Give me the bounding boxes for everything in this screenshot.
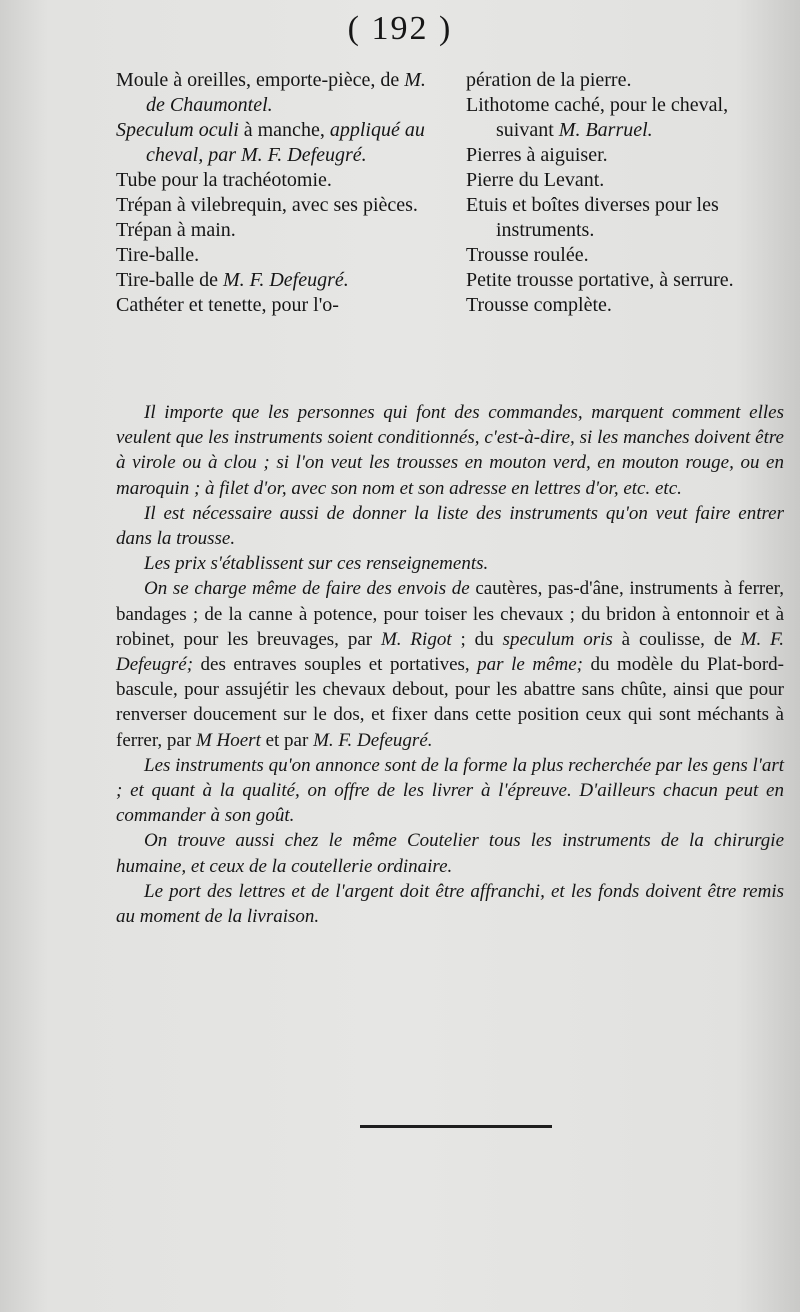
italic-text: M. F. Defeugré.: [313, 729, 433, 751]
roman-text: et par: [260, 729, 314, 751]
instrument-list-right: [466, 68, 786, 318]
roman-text: du modèle du Plat-bord-bascule, pour assujétir les chevaux debout, pour les abattre sans chûte, ainsi que pour renverser doucement sur le dos, et fixer dans cette position ceux qui sont méchants à ferrer, par: [116, 654, 784, 751]
italic-text: M. de Chaumontel.: [146, 69, 426, 116]
instrument-entry: [116, 118, 446, 168]
roman-text: Tube pour la trachéotomie.: [116, 169, 332, 191]
instrument-entry: [466, 68, 786, 93]
roman-text: Lithotome caché, pour le cheval, suivant: [466, 94, 729, 141]
italic-text: par le même;: [477, 654, 583, 676]
roman-text: Trousse roulée.: [466, 244, 589, 266]
instrument-entry: [466, 243, 786, 268]
roman-text: Tire-balle.: [116, 244, 200, 266]
italic-text: speculum oris: [502, 628, 613, 650]
instrument-entry: [466, 193, 786, 243]
italic-text: Les prix s'établissent sur ces renseignements.: [144, 553, 489, 575]
instrument-entry: [116, 68, 446, 118]
instrument-entry: [116, 243, 446, 268]
italic-text: Il est nécessaire aussi de donner la liste des instruments qu'on veut faire entrer dans la trousse.: [116, 502, 784, 550]
instrument-entry: [116, 193, 446, 218]
italic-text: M. Rigot: [380, 628, 452, 650]
closing-rule: [360, 1125, 552, 1128]
roman-text: Trépan à vilebrequin, avec ses pièces.: [116, 194, 418, 216]
italic-text: Speculum oculi: [116, 119, 239, 141]
italic-text: Le port des lettres et de l'argent doit être affranchi, et les fonds doivent être remis au moment de la livraison.: [116, 880, 784, 928]
roman-text: Trousse complète.: [466, 294, 612, 316]
roman-text: Etuis et boîtes diverses pour les instruments.: [466, 194, 719, 241]
italic-text: Les instruments qu'on annonce sont de la forme la plus recherchée par les gens l'art ; et quant à la qualité, on offre de les livrer à l'épreuve. D'ailleurs chacun peut en commander à son goût.: [116, 754, 784, 827]
roman-text: Cathéter et tenette, pour l'o-: [116, 294, 339, 316]
note-paragraph: [116, 753, 784, 829]
note-paragraph: [116, 879, 784, 929]
instrument-entry: [466, 293, 786, 318]
roman-text: cautères, pas-d'âne, instruments à ferrer, bandages ; de la canne à potence, pour toiser les chevaux ; du bridon à entonnoir et à robinet, pour les breuvages, par: [116, 578, 784, 650]
italic-text: On se charge même de faire des envois de: [144, 578, 470, 600]
instrument-list-left: [116, 68, 446, 318]
roman-text: Moule à oreilles, emporte-pièce, de: [116, 69, 405, 91]
roman-text: Pierres à aiguiser.: [466, 144, 608, 166]
roman-text: des entraves souples et portatives,: [193, 654, 478, 676]
italic-text: appliqué au cheval, par M. F. Defeugré.: [146, 119, 425, 166]
italic-text: M. F. Defeugré.: [223, 269, 349, 291]
roman-text: Petite trousse portative, à serrure.: [466, 269, 734, 291]
page-number: ( 192 ): [347, 10, 453, 47]
instrument-entry: [466, 143, 786, 168]
note-paragraph: [116, 501, 784, 551]
italic-text: Il importe que les personnes qui font des commandes, marquent comment elles veulent que les instruments soient conditionnés, c'est-à-dire, si les manches doivent être à virole ou à clou ; si l'on veut les trousses en mouton verd, en mouton rouge, ou en maroquin ; à filet d'or, avec son nom et son adresse en lettres d'or, etc. etc.: [116, 402, 784, 499]
roman-text: ; du: [451, 628, 503, 650]
italic-text: M. Barruel.: [558, 119, 653, 141]
ordering-notes: [116, 400, 784, 929]
instrument-entry: [116, 268, 446, 293]
roman-text: à coulisse, de: [612, 628, 741, 650]
roman-text: Tire-balle de: [116, 269, 224, 291]
instrument-entry: [466, 93, 786, 143]
italic-text: M Hoert: [195, 729, 261, 751]
roman-text: Pierre du Levant.: [466, 169, 605, 191]
instrument-entry: [116, 293, 446, 318]
note-paragraph: [116, 576, 784, 752]
note-paragraph: [116, 551, 784, 576]
note-paragraph: [116, 400, 784, 501]
instrument-entry: [116, 218, 446, 243]
italic-text: M. F. Defeugré;: [116, 628, 785, 676]
note-paragraph: [116, 828, 784, 878]
instrument-entry: [116, 168, 446, 193]
roman-text: Trépan à main.: [116, 219, 236, 241]
roman-text: pération de la pierre.: [466, 69, 632, 91]
instrument-entry: [466, 268, 786, 293]
italic-text: On trouve aussi chez le même Coutelier tous les instruments de la chirurgie humaine, et ceux de la coutellerie ordinaire.: [116, 830, 784, 877]
roman-text: à manche,: [238, 119, 330, 141]
instrument-entry: [466, 168, 786, 193]
